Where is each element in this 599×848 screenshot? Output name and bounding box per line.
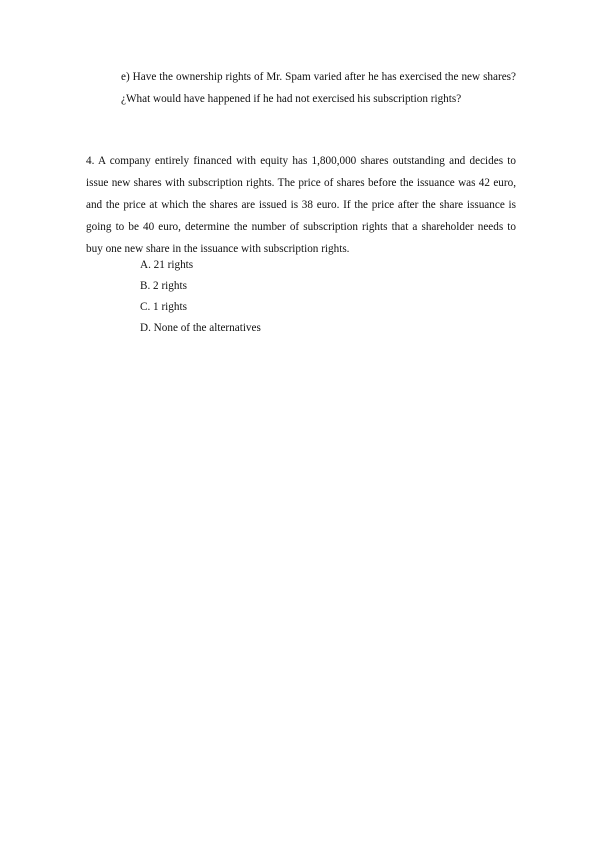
question-4	[86, 150, 516, 260]
answer-option-a: A. 21 rights	[140, 259, 194, 271]
subquestion-e	[121, 66, 516, 110]
answer-option-c: C. 1 rights	[140, 301, 187, 313]
subquestion-e-text: e) Have the ownership rights of Mr. Spam varied after he has exercised the new shares? ¿What would have happened if he had not exercised his subscription rights?	[121, 71, 516, 105]
answer-option-d: D. None of the alternatives	[140, 322, 261, 334]
question-4-text: 4. A company entirely financed with equity has 1,800,000 shares outstanding and decides to issue new shares with subscription rights. The price of shares before the issuance was 42 euro, and the price at which the shares are issued is 38 euro. If the price after the share issuance is going to be 40 euro, determine the number of subscription rights that a shareholder needs to buy one new share in the issuance with subscription rights.	[86, 155, 516, 255]
answer-option-b: B. 2 rights	[140, 280, 187, 292]
answer-options	[140, 255, 261, 339]
